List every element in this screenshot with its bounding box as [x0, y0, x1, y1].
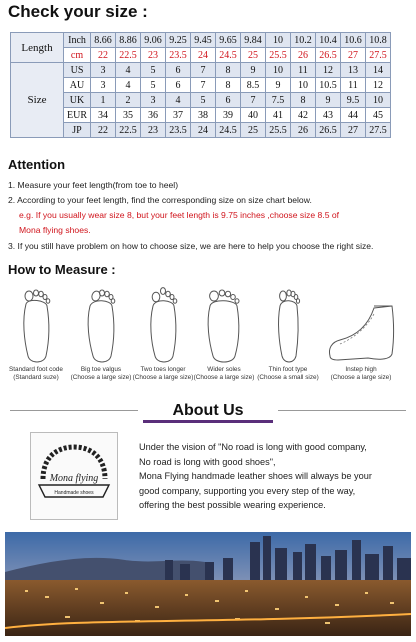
size-value-cell: 9.65 — [216, 33, 241, 48]
foot-big-toe-valgus-icon — [81, 284, 121, 366]
size-value-cell: 5 — [191, 93, 216, 108]
size-value-cell: 25 — [241, 123, 266, 138]
size-value-cell: 43 — [316, 108, 341, 123]
size-value-cell: 3 — [141, 93, 166, 108]
foot-big-toe-valgus — [68, 284, 134, 381]
brand-logo-emblem — [31, 433, 117, 519]
size-value-cell: 41 — [266, 108, 291, 123]
size-value-cell: 5 — [141, 63, 166, 78]
size-value-cell: 10.6 — [341, 33, 366, 48]
size-value-cell: 22.5 — [116, 123, 141, 138]
size-value-cell: 23.5 — [166, 123, 191, 138]
size-value-cell: 13 — [341, 63, 366, 78]
size-row-eur — [11, 108, 391, 123]
foot-thin-type-icon — [268, 284, 308, 366]
foot-instep-high-hint: (Choose a large size) — [330, 373, 392, 381]
foot-two-toes-longer-name: Two toes longer — [140, 366, 186, 373]
size-row-us — [11, 63, 391, 78]
size-value-cell: 24 — [191, 48, 216, 63]
size-row-cm — [11, 48, 391, 63]
size-value-cell: 8.86 — [116, 33, 141, 48]
size-value-cell: 23.5 — [166, 48, 191, 63]
about-underline — [143, 420, 273, 423]
size-value-cell: 24.5 — [216, 123, 241, 138]
size-value-cell: 38 — [191, 108, 216, 123]
foot-instep-high-name: Instep high — [345, 366, 377, 373]
size-value-cell: 27.5 — [366, 123, 391, 138]
size-value-cell: 45 — [366, 108, 391, 123]
size-value-cell: 25.5 — [266, 48, 291, 63]
size-value-cell: 5 — [141, 78, 166, 93]
brand-logo-sub: Handmade shoes — [54, 490, 94, 496]
about-title: About Us — [172, 402, 244, 419]
size-value-cell: 6 — [166, 63, 191, 78]
size-value-cell: 10.5 — [316, 78, 341, 93]
foot-instep-high-icon — [318, 284, 404, 366]
size-value-cell: 12 — [316, 63, 341, 78]
size-value-cell: 11 — [341, 78, 366, 93]
size-row-inch — [11, 33, 391, 48]
size-value-cell: 10.4 — [316, 33, 341, 48]
size-value-cell: 9 — [316, 93, 341, 108]
size-value-cell: 27 — [341, 48, 366, 63]
size-value-cell: 9.84 — [241, 33, 266, 48]
attention-line-2: 2. According to your feet length, find the corresponding size on size chart below. — [8, 195, 312, 205]
size-value-cell: 34 — [91, 108, 116, 123]
size-value-cell: 6 — [166, 78, 191, 93]
city-skyline-image — [5, 532, 411, 636]
size-value-cell: 9 — [266, 78, 291, 93]
foot-standard-hint: (Standard suze) — [13, 373, 59, 381]
size-value-cell: 36 — [141, 108, 166, 123]
size-value-cell: 23 — [141, 123, 166, 138]
foot-thin-type-name: Thin foot type — [268, 366, 308, 373]
foot-thin-type — [255, 284, 321, 381]
size-value-cell: 25.5 — [266, 123, 291, 138]
size-value-cell: 3 — [91, 78, 116, 93]
size-unit-cell: JP — [64, 123, 91, 138]
size-value-cell: 7 — [191, 78, 216, 93]
size-value-cell: 24 — [191, 123, 216, 138]
size-value-cell: 8 — [291, 93, 316, 108]
about-line-3: Mona Flying handmade leather shoes will always be your — [139, 471, 372, 481]
size-value-cell: 9 — [241, 63, 266, 78]
measure-title: How to Measure : — [8, 262, 116, 277]
size-value-cell: 10.8 — [366, 33, 391, 48]
foot-instep-high — [318, 284, 404, 381]
size-unit-cell: AU — [64, 78, 91, 93]
size-value-cell: 24.5 — [216, 48, 241, 63]
size-value-cell: 3 — [91, 63, 116, 78]
size-value-cell: 22.5 — [116, 48, 141, 63]
size-value-cell: 4 — [166, 93, 191, 108]
foot-wider-soles — [191, 284, 257, 381]
size-value-cell: 2 — [116, 93, 141, 108]
size-value-cell: 8.5 — [241, 78, 266, 93]
size-value-cell: 9.06 — [141, 33, 166, 48]
foot-standard-name: Standard foot code — [8, 366, 63, 373]
size-value-cell: 44 — [341, 108, 366, 123]
size-row-uk — [11, 93, 391, 108]
attention-title: Attention — [8, 157, 66, 172]
city-night-photo — [5, 532, 411, 636]
size-unit-cell: Inch — [64, 33, 91, 48]
foot-two-toes-longer-hint: (Choose a large size) — [132, 373, 194, 381]
about-line-1: Under the vision of "No road is long with good company, — [139, 442, 367, 452]
foot-standard-icon — [16, 284, 56, 366]
size-value-cell: 22 — [91, 123, 116, 138]
size-value-cell: 37 — [166, 108, 191, 123]
size-value-cell: 8.66 — [91, 33, 116, 48]
size-value-cell: 10 — [266, 33, 291, 48]
foot-wider-soles-name: Wider soles — [207, 366, 241, 373]
size-value-cell: 40 — [241, 108, 266, 123]
size-value-cell: 35 — [116, 108, 141, 123]
size-value-cell: 27 — [341, 123, 366, 138]
size-value-cell: 22 — [91, 48, 116, 63]
size-value-cell: 39 — [216, 108, 241, 123]
foot-two-toes-longer — [130, 284, 196, 381]
size-value-cell: 8 — [216, 63, 241, 78]
size-chart-table — [10, 32, 391, 138]
size-value-cell: 26.5 — [316, 48, 341, 63]
foot-two-toes-longer-icon — [143, 284, 183, 366]
size-heading: Check your size : — [8, 2, 148, 21]
size-value-cell: 42 — [291, 108, 316, 123]
size-value-cell: 9.5 — [341, 93, 366, 108]
size-value-cell: 12 — [366, 78, 391, 93]
size-value-cell: 1 — [91, 93, 116, 108]
size-value-cell: 10 — [291, 78, 316, 93]
size-value-cell: 9.45 — [191, 33, 216, 48]
foot-wider-soles-icon — [202, 284, 246, 366]
size-row-au — [11, 78, 391, 93]
attention-example-2: Mona flying shoes. — [19, 225, 91, 235]
size-unit-cell: EUR — [64, 108, 91, 123]
size-value-cell: 4 — [116, 78, 141, 93]
about-description — [139, 440, 413, 513]
size-value-cell: 25 — [241, 48, 266, 63]
attention-example-1: e.g. If you usually wear size 8, but your feet length is 9.75 inches ,choose size 8.5 of — [19, 210, 340, 220]
size-unit-cell: UK — [64, 93, 91, 108]
size-value-cell: 23 — [141, 48, 166, 63]
size-value-cell: 7 — [241, 93, 266, 108]
foot-wider-soles-hint: (Choose a large size) — [193, 373, 255, 381]
about-line-4: good company, supporting you every step of the way, — [139, 485, 356, 496]
size-value-cell: 10 — [266, 63, 291, 78]
size-unit-cell: US — [64, 63, 91, 78]
foot-types — [0, 284, 416, 384]
size-value-cell: 10 — [366, 93, 391, 108]
size-value-cell: 26.5 — [316, 123, 341, 138]
size-value-cell: 8 — [216, 78, 241, 93]
foot-standard — [3, 284, 69, 381]
size-unit-cell: cm — [64, 48, 91, 63]
attention-line-3: 3. If you still have problem on how to choose size, we are here to help you choose the right size. — [8, 241, 374, 251]
size-value-cell: 10.2 — [291, 33, 316, 48]
size-value-cell: 6 — [216, 93, 241, 108]
length-label: Length — [11, 33, 64, 63]
size-value-cell: 7.5 — [266, 93, 291, 108]
size-value-cell: 26 — [291, 123, 316, 138]
foot-big-toe-valgus-hint: (Choose a large size) — [70, 373, 132, 381]
foot-big-toe-valgus-name: Big toe valgus — [80, 366, 122, 373]
brand-logo-name: Mona flying — [49, 473, 99, 484]
size-value-cell: 4 — [116, 63, 141, 78]
size-value-cell: 14 — [366, 63, 391, 78]
brand-logo — [30, 432, 118, 520]
size-label: Size — [11, 63, 64, 138]
size-value-cell: 9.25 — [166, 33, 191, 48]
about-line-2: No road is long with good shoes", — [139, 456, 276, 467]
size-value-cell: 27.5 — [366, 48, 391, 63]
attention-line-1: 1. Measure your feet length(from toe to heel) — [8, 180, 179, 190]
size-row-jp — [11, 123, 391, 138]
size-value-cell: 11 — [291, 63, 316, 78]
size-value-cell: 7 — [191, 63, 216, 78]
foot-thin-type-hint: (Choose a small size) — [257, 373, 319, 381]
size-value-cell: 26 — [291, 48, 316, 63]
about-line-5: offering the best possible wearing experience. — [139, 500, 326, 510]
